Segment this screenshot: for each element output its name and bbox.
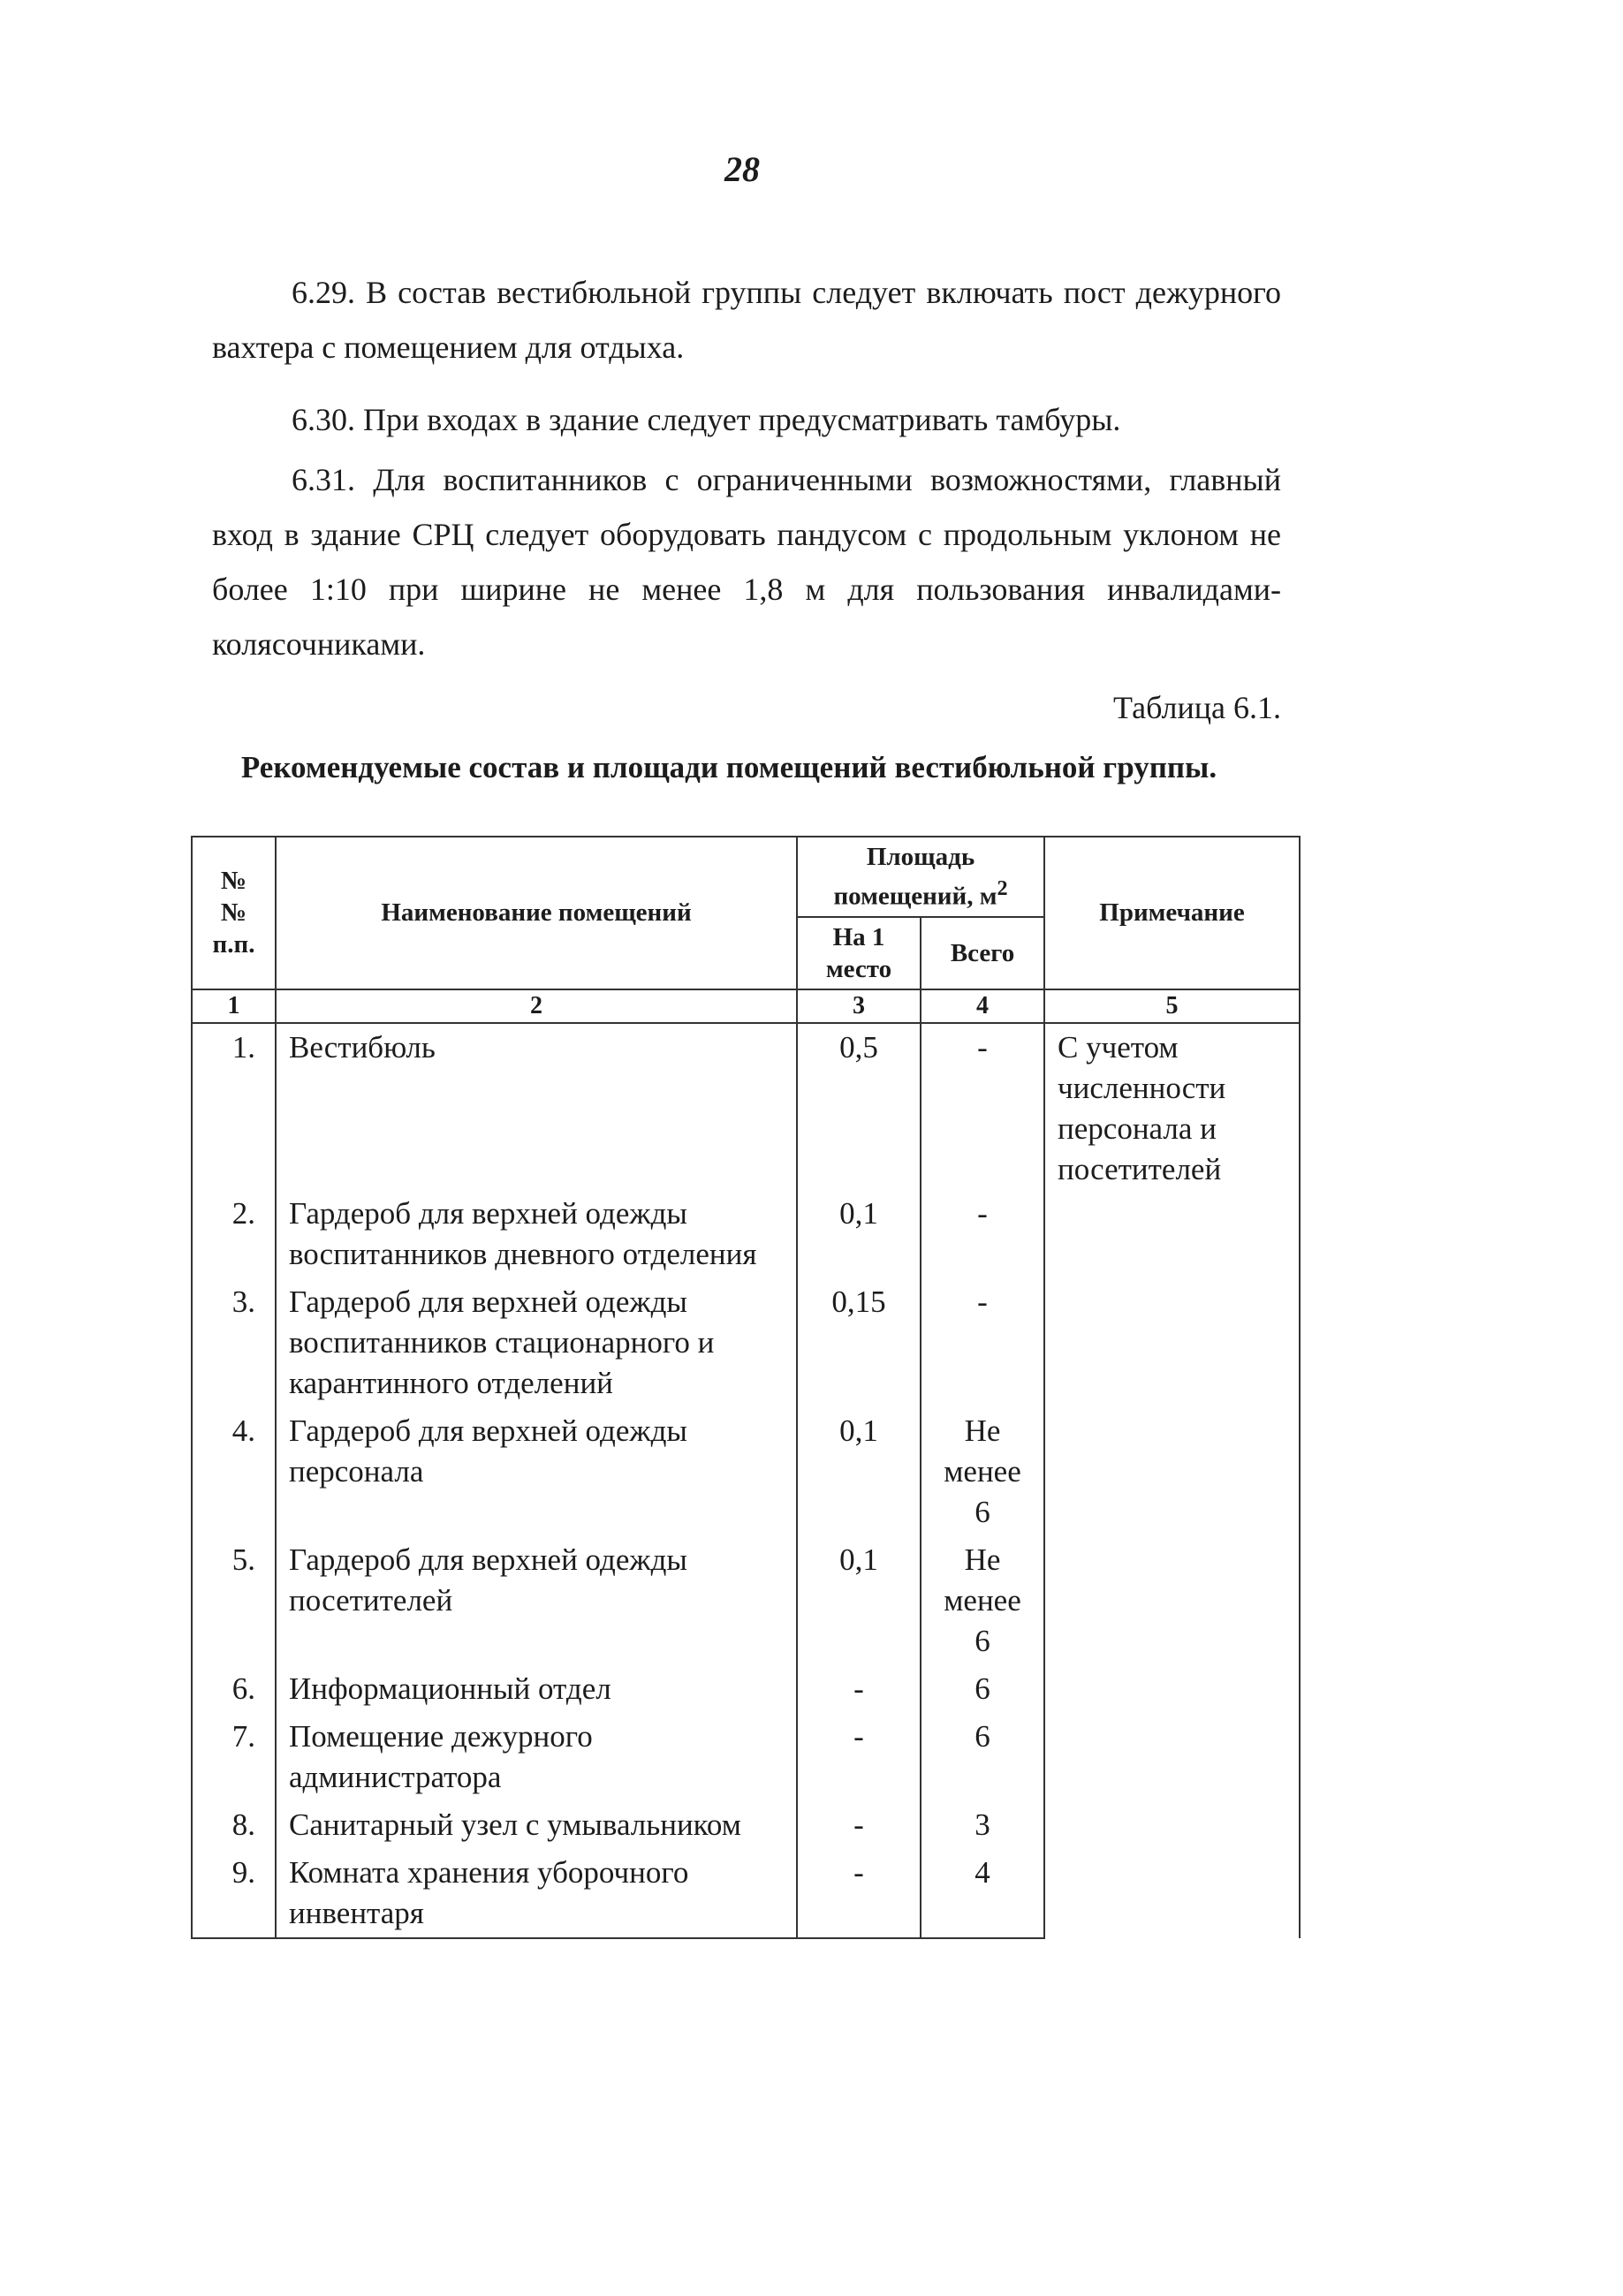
- row-name: Санитарный узел с умывальником: [276, 1801, 797, 1849]
- paragraph-6-30: 6.30. При входах в здание следует предусматривать тамбуры.: [292, 402, 1121, 437]
- row-name: Гардероб для верхней одежды воспитанников стационарного и карантинного отделений: [276, 1278, 797, 1407]
- column-number-1: 1: [192, 989, 276, 1023]
- paragraph-6-31: 6.31. Для воспитанников с ограниченными возможностями, главный вход в здание СРЦ следует оборудовать пандусом с продольным уклоном не более 1:10 при ширине не менее 1,8 м для пользования инвалидами-колясочниками.: [212, 462, 1281, 662]
- row-name: Комната хранения уборочного инвентаря: [276, 1849, 797, 1938]
- row-total: Не менее 6: [921, 1536, 1044, 1665]
- header-per-place: На 1 место: [797, 917, 921, 989]
- row-number: 8.: [192, 1801, 276, 1849]
- row-per-place: 0,1: [797, 1190, 921, 1278]
- header-number: № № п.п.: [192, 837, 276, 989]
- row-per-place: -: [797, 1665, 921, 1713]
- row-number: 3.: [192, 1278, 276, 1407]
- header-area-label: Площадь помещений, м: [833, 843, 997, 911]
- page-number: 28: [724, 149, 760, 189]
- column-number-5: 5: [1044, 989, 1300, 1023]
- row-number: 9.: [192, 1849, 276, 1938]
- row-name: Гардероб для верхней одежды посетителей: [276, 1536, 797, 1665]
- row-number: 6.: [192, 1665, 276, 1713]
- row-per-place: -: [797, 1801, 921, 1849]
- row-total: -: [921, 1023, 1044, 1190]
- row-name: Гардероб для верхней одежды воспитанников дневного отделения: [276, 1190, 797, 1278]
- row-name: Гардероб для верхней одежды персонала: [276, 1407, 797, 1536]
- row-per-place: 0,1: [797, 1407, 921, 1536]
- row-total: -: [921, 1190, 1044, 1278]
- row-total: -: [921, 1278, 1044, 1407]
- header-area-sup: 2: [997, 876, 1008, 900]
- row-total: Не менее 6: [921, 1407, 1044, 1536]
- row-number: 5.: [192, 1536, 276, 1665]
- column-number-2: 2: [276, 989, 797, 1023]
- header-note: Примечание: [1044, 837, 1300, 989]
- row-per-place: -: [797, 1849, 921, 1938]
- table-title: Рекомендуемые состав и площади помещений вестибюльной группы.: [240, 750, 1217, 784]
- row-number: 7.: [192, 1713, 276, 1801]
- rooms-table: [191, 836, 1301, 1939]
- table-row: [192, 1023, 1300, 1190]
- header-area: [797, 837, 1044, 917]
- header-total: Всего: [921, 917, 1044, 989]
- row-per-place: 0,5: [797, 1023, 921, 1190]
- column-number-4: 4: [921, 989, 1044, 1023]
- row-note: С учетом численности персонала и посетителей: [1044, 1023, 1300, 1938]
- row-name: Вестибюль: [276, 1023, 797, 1190]
- column-number-3: 3: [797, 989, 921, 1023]
- row-name: Информационный отдел: [276, 1665, 797, 1713]
- paragraph-6-29: 6.29. В состав вестибюльной группы следует включать пост дежурного вахтера с помещением для отдыха.: [212, 275, 1281, 365]
- row-total: 4: [921, 1849, 1044, 1938]
- row-per-place: -: [797, 1713, 921, 1801]
- row-name: Помещение дежурного администратора: [276, 1713, 797, 1801]
- table-number: Таблица 6.1.: [1113, 690, 1281, 725]
- header-name: Наименование помещений: [276, 837, 797, 989]
- row-total: 6: [921, 1713, 1044, 1801]
- row-number: 1.: [192, 1023, 276, 1190]
- row-total: 6: [921, 1665, 1044, 1713]
- row-total: 3: [921, 1801, 1044, 1849]
- row-per-place: 0,1: [797, 1536, 921, 1665]
- row-per-place: 0,15: [797, 1278, 921, 1407]
- row-number: 4.: [192, 1407, 276, 1536]
- row-number: 2.: [192, 1190, 276, 1278]
